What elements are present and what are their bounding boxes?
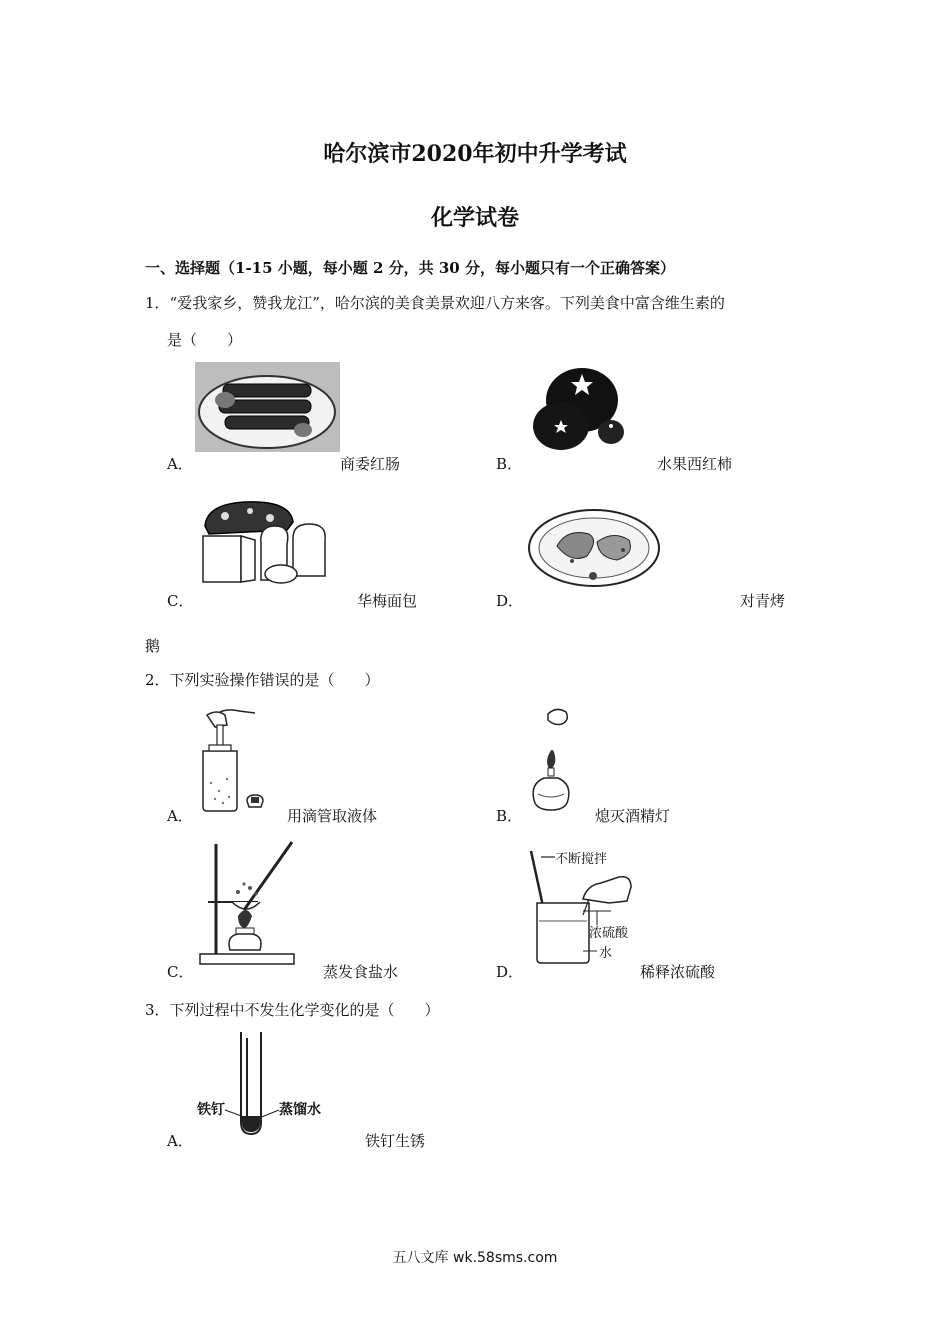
evaporation-setup-image <box>198 840 298 970</box>
q1-option-a-letter: A． <box>167 455 193 473</box>
q1-option-d-wrap: 鹅 <box>145 637 161 655</box>
roast-goose-image <box>527 506 662 588</box>
exam-title: 哈尔滨市2020年初中升学考试 <box>323 141 627 167</box>
sausage-plate-image <box>195 362 340 452</box>
tomato-image <box>525 360 640 452</box>
bread-image <box>195 496 335 588</box>
footer-watermark: 五八文库 wk.58sms.com <box>392 1250 558 1266</box>
q2-option-c-text: 蒸发食盐水 <box>323 963 399 981</box>
acid-label: 浓硫酸 <box>589 926 629 941</box>
nail-label: 铁钉 <box>197 1102 225 1118</box>
q2-option-d-letter: D． <box>496 963 524 981</box>
stir-label: 不断搅拌 <box>555 852 608 867</box>
q3-stem: 3．下列过程中不发生化学变化的是（ ） <box>145 1001 440 1019</box>
q3-option-a-text: 铁钉生锈 <box>365 1132 426 1150</box>
dilute-acid-image <box>527 843 639 968</box>
q1-option-c-letter: C． <box>167 592 194 610</box>
q1-stem-line1: 1．“爱我家乡，赞我龙江”，哈尔滨的美食美景欢迎八方来客。下列美食中富含维生素的 <box>145 294 725 312</box>
q1-option-d-text: 对青烤 <box>740 592 786 610</box>
q1-option-d-letter: D． <box>496 592 524 610</box>
q2-option-a-text: 用滴管取液体 <box>287 807 378 825</box>
q2-option-c-letter: C． <box>167 963 194 981</box>
test-tube-image <box>195 1030 345 1138</box>
q1-option-a-text: 商委红肠 <box>340 455 401 473</box>
q3-option-a-letter: A． <box>167 1132 193 1150</box>
q2-option-b-text: 熄灭酒精灯 <box>595 807 671 825</box>
q1-option-b-letter: B． <box>496 455 523 473</box>
q1-option-b-text: 水果西红柿 <box>657 455 733 473</box>
q1-option-c-text: 华梅面包 <box>357 592 418 610</box>
q2-stem: 2．下列实验操作错误的是（ ） <box>145 671 380 689</box>
q2-option-d-text: 稀释浓硫酸 <box>640 963 716 981</box>
section-heading: 一、选择题（1-15 小题，每小题 2 分，共 30 分，每小题只有一个正确答案） <box>145 259 675 277</box>
q1-stem-line2: 是（ ） <box>167 331 243 349</box>
alcohol-lamp-image <box>520 704 580 822</box>
distilled-water-label: 蒸馏水 <box>279 1102 321 1118</box>
q2-option-a-letter: A． <box>167 807 193 825</box>
exam-subtitle: 化学试卷 <box>430 205 519 231</box>
water-label: 水 <box>599 946 613 961</box>
dropper-image <box>195 703 270 815</box>
q2-option-b-letter: B． <box>496 807 523 825</box>
